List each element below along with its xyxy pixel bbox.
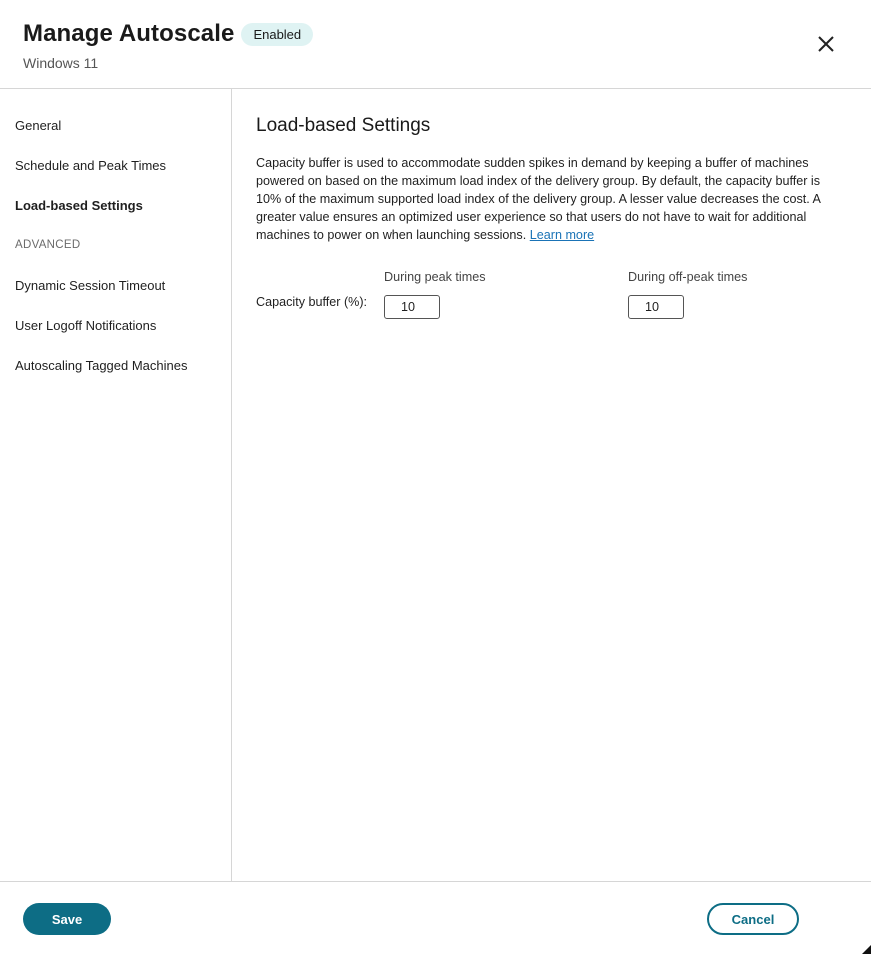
sidebar-item-general[interactable]: General bbox=[15, 118, 62, 133]
resize-corner bbox=[862, 945, 871, 954]
description-body: Capacity buffer is used to accommodate sudden spikes in demand by keeping a buffer of machines powered on based on the maximum load index of the delivery group. By default, the capacity buffer is 10% of the maximum supported load index of the delivery group. A lesser value decreases the cost. A greater value ensures an optimized user experience so that users do not have to wait for additional machines to power on when launching sessions. bbox=[256, 156, 821, 242]
sidebar bbox=[0, 89, 232, 881]
offpeak-capacity-input[interactable] bbox=[628, 295, 684, 319]
main-content bbox=[232, 89, 871, 881]
description-text bbox=[256, 154, 831, 244]
page-title: Manage Autoscale bbox=[23, 20, 235, 47]
column-header-peak: During peak times bbox=[384, 270, 486, 284]
sidebar-section-advanced: ADVANCED bbox=[15, 239, 81, 251]
sidebar-item-autoscaling-tagged-machines[interactable]: Autoscaling Tagged Machines bbox=[15, 358, 188, 373]
title-row bbox=[23, 20, 313, 48]
peak-capacity-input[interactable] bbox=[384, 295, 440, 319]
section-title: Load-based Settings bbox=[256, 115, 431, 136]
status-badge: Enabled bbox=[241, 23, 313, 46]
save-button[interactable]: Save bbox=[23, 903, 111, 935]
cancel-button[interactable]: Cancel bbox=[707, 903, 799, 935]
sidebar-item-user-logoff-notifications[interactable]: User Logoff Notifications bbox=[15, 318, 157, 333]
column-header-offpeak: During off-peak times bbox=[628, 270, 748, 284]
page-subtitle: Windows 11 bbox=[23, 55, 99, 71]
sidebar-item-schedule[interactable]: Schedule and Peak Times bbox=[15, 158, 167, 173]
capacity-buffer-label: Capacity buffer (%): bbox=[256, 295, 368, 309]
close-icon[interactable] bbox=[815, 33, 837, 55]
dialog-footer bbox=[0, 881, 871, 954]
sidebar-item-dynamic-session-timeout[interactable]: Dynamic Session Timeout bbox=[15, 278, 166, 293]
learn-more-link[interactable]: Learn more bbox=[529, 228, 595, 242]
sidebar-item-load-based-settings[interactable]: Load-based Settings bbox=[15, 198, 143, 213]
dialog-header bbox=[0, 0, 871, 89]
